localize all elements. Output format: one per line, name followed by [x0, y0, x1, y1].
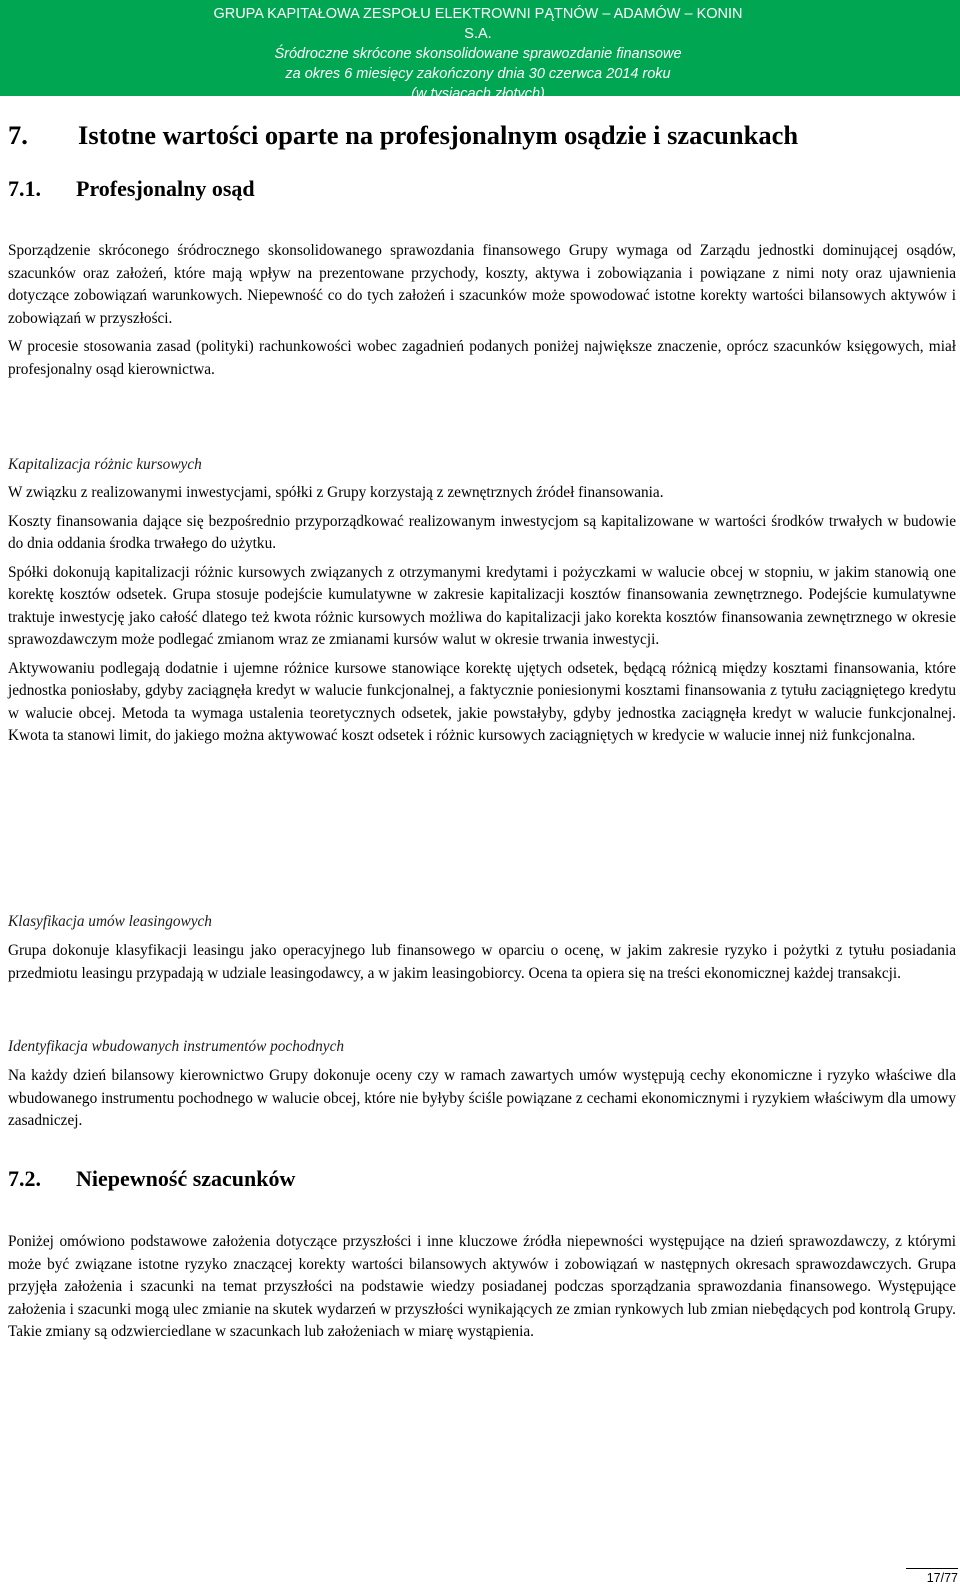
- section-7-2-number: 7.2.: [8, 1166, 41, 1191]
- header-text-block: [208, 4, 748, 104]
- paragraph: Grupa dokonuje klasyfikacji leasingu jako operacyjnego lub finansowego w oparciu o ocenę, w jakim zakresie ryzyko i pożytki z tytułu posiadania przedmiotu leasingu przypadają w udziale leasingodawcy, a w jakim leasingobiorcy. Ocena ta opiera się na treści ekonomicznej każdej transakcji.: [8, 942, 956, 982]
- document-header: [0, 0, 960, 102]
- section-7-2-title: Niepewność szacunków: [76, 1166, 296, 1191]
- paragraph: Aktywowaniu podlegają dodatnie i ujemne różnice kursowe stanowiące korektę ujętych odsetek, będącą różnicą między kosztami finansowania, które jednostka poniosłaby, gdyby zaciągnęła kredyt w walucie funkcjonalnej, a faktycznie poniesionymi kosztami finansowania z tytułu zaciągniętego kredytu w walucie obcej. Metoda ta wymaga ustalenia teoretycznych odsetek, jakie powstałyby, gdyby jednostka zaciągnęła kredyt w walucie funkcjonalnej. Kwota ta stanowi limit, do jakiego można aktywować koszt odsetek i różnic kursowych zaciągniętych w kredycie w walucie innej niż funkcjonalna.: [8, 659, 956, 744]
- section-7-1-body: [8, 240, 956, 387]
- paragraph: Na każdy dzień bilansowy kierownictwo Grupy dokonuje oceny czy w ramach zawartych umów występują cechy ekonomiczne i ryzyko właściwe dla wbudowanego instrumentu pochodnego w walucie obcej, które nie byłyby ściśle powiązane z cechami ekonomicznymi i ryzykiem właściwym dla umowy zasadniczej.: [8, 1067, 956, 1129]
- section-7-1-title: Profesjonalny osąd: [76, 176, 255, 201]
- section-7-2-heading: [8, 1166, 295, 1192]
- subheading-leasing: Klasyfikacja umów leasingowych: [8, 913, 212, 930]
- page-number: 17/77: [906, 1568, 958, 1585]
- kapitalizacja-body: [8, 482, 956, 754]
- section-7-1-number: 7.1.: [8, 176, 41, 201]
- paragraph: W procesie stosowania zasad (polityki) rachunkowości wobec zagadnień podanych poniżej największe znaczenie, oprócz szacunków księgowych, miał profesjonalny osąd kierownictwa.: [8, 338, 956, 378]
- paragraph: Poniżej omówiono podstawowe założenia dotyczące przyszłości i inne kluczowe źródła niepewności występujące na dzień sprawozdawczy, z którymi może być związane istotne ryzyko znaczącej korekty wartości bilansowych aktywów i zobowiązań w następnych okresach sprawozdawczych. Grupa przyjęła założenia i szacunki na temat przyszłości na podstawie wiedzy posiadanej podczas sporządzania sprawozdania finansowego. Występujące założenia i szacunki mogą ulec zmianie na skutek wydarzeń w przyszłości wynikających ze zmian rynkowych lub zmian niebędących pod kontrolą Grupy. Takie zmiany są odzwierciedlane w szacunkach lub założeniach w miarę wystąpienia.: [8, 1233, 956, 1340]
- section-7-1-heading: [8, 176, 255, 202]
- header-company-name: GRUPA KAPITAŁOWA ZESPOŁU ELEKTROWNI PĄTNÓW – ADAMÓW – KONIN S.A.: [213, 6, 743, 42]
- header-period: za okres 6 miesięcy zakończony dnia 30 czerwca 2014 roku: [285, 66, 671, 82]
- section-7-2-body: [8, 1231, 956, 1350]
- paragraph: Koszty finansowania dające się bezpośrednio przyporządkować realizowanym inwestycjom są kapitalizowane w wartości środków trwałych w budowie do dnia oddania środka trwałego do użytku.: [8, 512, 956, 552]
- section-7-number: 7.: [8, 120, 28, 150]
- section-7-heading: [8, 120, 798, 151]
- paragraph: Sporządzenie skróconego śródrocznego skonsolidowanego sprawozdania finansowego Grupy wymaga od Zarządu jednostki dominującej osądów, szacunków oraz założeń, które mają wpływ na prezentowane przychody, koszty, aktywa i zobowiązania i powiązane z nimi noty oraz ujawnienia dotyczące zobowiązań warunkowych. Niepewność co do tych założeń i szacunków może spowodować istotne korekty wartości bilansowych aktywów i zobowiązań w przyszłości.: [8, 242, 956, 327]
- subheading-kapitalizacja: Kapitalizacja różnic kursowych: [8, 456, 202, 473]
- subheading-derivatives: Identyfikacja wbudowanych instrumentów pochodnych: [8, 1038, 345, 1055]
- leasing-body: [8, 940, 956, 991]
- header-report-title: Śródroczne skrócone skonsolidowane sprawozdanie finansowe: [274, 46, 682, 62]
- derivatives-body: [8, 1065, 956, 1139]
- paragraph: Spółki dokonują kapitalizacji różnic kursowych związanych z otrzymanymi kredytami i pożyczkami w walucie obcej w stopniu, w jakim stanowią one korektę kosztów odsetek. Grupa stosuje podejście kumulatywne w zakresie kapitalizacji kosztów finansowania zewnętrznego. Podejście kumulatywne traktuje inwestycję jako całość dlatego też kwota różnic kursowych możliwa do kapitalizacji jako korekta kosztów finansowania zewnętrznego w okresie sprawozdawczym może podlegać zmianom wraz ze zmianami kursów walut w okresie trwania inwestycji.: [8, 563, 956, 648]
- section-7-title: Istotne wartości oparte na profesjonalnym osądzie i szacunkach: [78, 120, 799, 150]
- header-units: (w tysiącach złotych): [411, 86, 545, 102]
- paragraph: W związku z realizowanymi inwestycjami, spółki z Grupy korzystają z zewnętrznych źródeł finansowania.: [8, 484, 664, 501]
